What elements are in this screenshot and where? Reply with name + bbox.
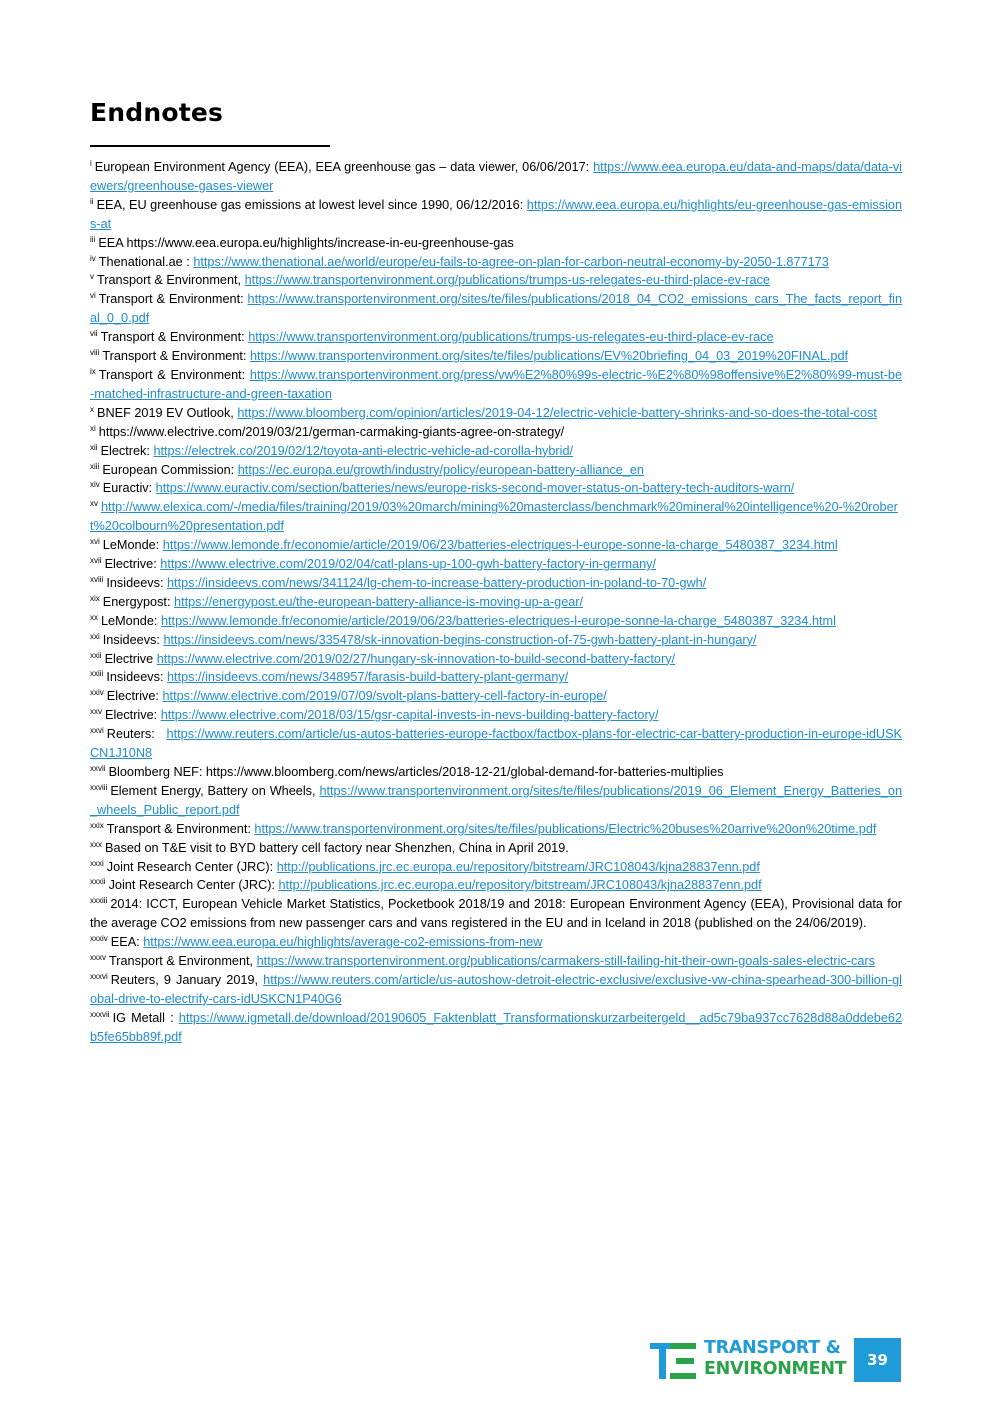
page-title: Endnotes [90, 98, 224, 127]
endnote-item [90, 271, 902, 290]
endnote-link[interactable]: https://www.reuters.com/article/us-autos-batteries-europe-factbox/factbox-plans-for-electric-car-battery-production-in-europe-idUSKCN1J10N8 [90, 727, 902, 761]
endnote-link[interactable]: https://insideevs.com/news/348957/farasis-build-battery-plant-germany/ [167, 670, 569, 685]
endnote-item [90, 196, 902, 234]
endnote-text: Joint Research Center (JRC): [108, 878, 279, 893]
endnote-text: European Commission: [102, 462, 238, 477]
endnote-item [90, 971, 902, 1009]
endnote-marker: xiv [90, 480, 100, 490]
endnote-text: Transport & Environment: [102, 349, 250, 364]
endnote-item [90, 404, 902, 423]
endnote-link[interactable]: https://www.electrive.com/2019/02/27/hungary-sk-innovation-to-build-second-battery-factory/ [156, 651, 676, 666]
endnote-marker: xvii [90, 556, 102, 566]
endnote-text: Electrive: [106, 689, 163, 704]
endnote-item [90, 876, 902, 895]
endnote-link[interactable]: https://www.igmetall.de/download/20190605_Faktenblatt_Transformationskurzarbeitergeld__ad5c79ba937cc7628d88a0ddebe62b5fe65bb89f.pdf [90, 1010, 902, 1044]
endnote-item [90, 555, 902, 574]
endnote-item [90, 423, 902, 442]
endnote-marker: xxi [90, 631, 100, 641]
endnote-text: Transport & Environment: [100, 330, 249, 345]
endnote-item [90, 612, 902, 631]
endnote-item [90, 725, 902, 763]
endnote-text: IG Metall : [112, 1010, 179, 1025]
endnote-marker: xxxv [90, 953, 106, 963]
endnote-link[interactable]: https://www.euractiv.com/section/batteries/news/europe-risks-second-mover-status-on-battery-tech-auditors-warn/ [155, 481, 795, 496]
endnote-link[interactable]: https://www.bloomberg.com/opinion/articles/2019-04-12/electric-vehicle-battery-shrinks-and-so-does-the-total-cost [237, 405, 877, 420]
endnote-marker: i [90, 159, 92, 168]
endnote-marker: xxii [90, 650, 102, 660]
endnote-item [90, 442, 902, 461]
endnote-marker: vi [90, 291, 96, 301]
endnote-link[interactable]: https://www.reuters.com/article/us-autoshow-detroit-electric-exclusive/exclusive-vw-china-spearhead-300-billion-global-drive-to-electrify-cars-idUSKCN1P40G6 [90, 972, 902, 1006]
endnote-marker: xxx [90, 839, 102, 849]
endnote-item [90, 347, 902, 366]
endnote-link[interactable]: https://www.lemonde.fr/economie/article/2019/06/23/batteries-electriques-l-europe-sonne-la-charge_5480387_3234.html [160, 613, 836, 628]
endnote-marker: xxxiii [90, 896, 108, 906]
endnote-link[interactable]: https://www.transportenvironment.org/sites/te/files/publications/2018_04_CO2_emissions_cars_The_facts_report_final_0_0.pdf [90, 292, 902, 326]
endnote-text: Euractiv: [102, 481, 156, 496]
endnotes-list [90, 158, 902, 1047]
endnote-link[interactable]: https://www.lemonde.fr/economie/article/2019/06/23/batteries-electriques-l-europe-sonne-la-charge_5480387_3234.html [162, 538, 838, 553]
endnote-link[interactable]: https://ec.europa.eu/growth/industry/policy/european-battery-alliance_en [237, 462, 644, 477]
endnote-item [90, 933, 902, 952]
endnote-link[interactable]: https://www.electrive.com/2019/02/04/catl-plans-up-100-gwh-battery-factory-in-germany/ [160, 557, 657, 572]
endnote-marker: vii [90, 329, 98, 339]
endnote-link[interactable]: https://www.electrive.com/2019/07/09/svolt-plans-battery-cell-factory-in-europe/ [162, 689, 607, 704]
endnote-link[interactable]: https://www.transportenvironment.org/press/vw%E2%80%99s-electric-%E2%80%98offensive%E2%80%99-must-be-matched-infrastructure-and-green-taxation [90, 367, 902, 401]
endnote-link[interactable]: https://www.transportenvironment.org/sites/te/files/publications/EV%20briefing_04_03_2019%20FINAL.pdf [249, 349, 849, 364]
endnote-marker: iii [90, 234, 96, 244]
endnote-item [90, 839, 902, 858]
endnote-text: LeMonde: [102, 538, 163, 553]
endnote-marker: iv [90, 253, 96, 263]
endnote-item [90, 234, 902, 253]
endnote-text: Transport & Environment, [97, 273, 245, 288]
endnote-text: Electrive: [104, 557, 161, 572]
endnote-link[interactable]: http://publications.jrc.ec.europa.eu/repository/bitstream/JRC108043/kjna28837enn.pdf [278, 878, 762, 893]
endnote-text: LeMonde: [101, 613, 161, 628]
endnote-marker: xxv [90, 707, 102, 717]
endnote-item [90, 706, 902, 725]
endnote-link[interactable]: https://insideevs.com/news/335478/sk-innovation-begins-construction-of-75-gwh-battery-plant-in-hungary/ [163, 632, 757, 647]
logo-text-environment: ENVIRONMENT [704, 1359, 847, 1379]
endnote-text: Electrive: [105, 708, 161, 723]
page-number: 39 [854, 1338, 901, 1382]
endnote-item [90, 687, 902, 706]
endnote-link[interactable]: https://www.transportenvironment.org/sites/te/files/publications/Electric%20buses%20arrive%20on%20time.pdf [254, 821, 877, 836]
endnote-text: https://www.electrive.com/2019/03/21/german-carmaking-giants-agree-on-strategy/ [98, 424, 565, 439]
endnote-link[interactable]: https://www.transportenvironment.org/publications/trumps-us-relegates-eu-third-place-ev-race [244, 273, 770, 288]
endnote-marker: v [90, 272, 94, 282]
endnote-item [90, 536, 902, 555]
endnote-item [90, 498, 902, 536]
endnote-marker: xxiv [90, 688, 104, 698]
endnote-marker: xx [90, 612, 98, 622]
endnote-marker: xix [90, 593, 100, 603]
endnote-item [90, 158, 902, 196]
endnote-item [90, 895, 902, 933]
endnote-text: Transport & Environment: [98, 292, 248, 307]
endnote-item [90, 650, 902, 669]
endnote-marker: xi [90, 423, 96, 433]
endnote-item [90, 858, 902, 877]
endnote-text: Electrek: [100, 443, 154, 458]
endnote-link[interactable]: https://www.eea.europa.eu/data-and-maps/data/data-viewers/greenhouse-gases-viewer [90, 160, 902, 193]
endnote-item [90, 479, 902, 498]
endnote-item [90, 820, 902, 839]
endnote-marker: xxxi [90, 858, 104, 868]
endnote-text: Based on T&E visit to BYD battery cell factory near Shenzhen, China in April 2019. [105, 840, 569, 855]
endnote-text: European Environment Agency (EEA), EEA greenhouse gas – data viewer, 06/06/2017: [94, 160, 594, 174]
endnote-text: Joint Research Center (JRC): [106, 859, 277, 874]
endnote-text: Energypost: [102, 594, 175, 609]
endnote-item [90, 461, 902, 480]
endnote-marker: xxiii [90, 669, 104, 679]
endnote-link[interactable]: https://www.eea.europa.eu/highlights/average-co2-emissions-from-new [143, 935, 543, 950]
endnote-item [90, 782, 902, 820]
endnote-marker: xxviii [90, 782, 108, 792]
endnote-link[interactable]: https://www.thenational.ae/world/europe/eu-fails-to-agree-on-plan-for-carbon-neutral-economy-by-2050-1.877173 [193, 254, 829, 269]
endnote-item [90, 328, 902, 347]
endnote-marker: xxxvi [90, 971, 108, 981]
endnote-marker: xii [90, 442, 98, 452]
endnote-text: Transport & Environment: [106, 821, 255, 836]
endnote-link[interactable]: https://www.transportenvironment.org/publications/trumps-us-relegates-eu-third-place-ev-race [248, 330, 774, 345]
endnote-text: Reuters, 9 January 2019, [110, 972, 264, 987]
endnote-marker: xxvi [90, 726, 104, 736]
endnote-text: Reuters: [106, 727, 167, 742]
endnote-text: Thenational.ae : [98, 254, 194, 269]
endnote-marker: xxix [90, 820, 104, 830]
endnote-marker: xv [90, 499, 98, 509]
endnote-link[interactable]: http://publications.jrc.ec.europa.eu/repository/bitstream/JRC108043/kjna28837enn.pdf [276, 859, 760, 874]
endnote-item [90, 593, 902, 612]
endnote-link[interactable]: https://energypost.eu/the-european-battery-alliance-is-moving-up-a-gear/ [174, 594, 584, 609]
endnote-marker: xiii [90, 461, 100, 471]
endnote-marker: xviii [90, 574, 104, 584]
endnote-link[interactable]: https://insideevs.com/news/341124/lg-chem-to-increase-battery-production-in-poland-to-70-gwh/ [167, 575, 707, 590]
endnote-marker: xxxiv [90, 934, 108, 944]
endnote-item [90, 631, 902, 650]
endnote-text: EEA, EU greenhouse gas emissions at lowest level since 1990, 06/12/2016: [96, 197, 527, 212]
endnote-text: Transport & Environment, [109, 954, 257, 969]
endnote-text: Insideevs: [102, 632, 164, 647]
endnote-text: Electrive [104, 651, 157, 666]
endnote-marker: x [90, 404, 94, 414]
endnote-marker: xxvii [90, 764, 106, 773]
endnote-text: EEA: [110, 935, 144, 950]
endnote-text: Transport & Environment: [98, 367, 250, 382]
endnote-marker: xxxvii [90, 1009, 110, 1019]
endnote-item [90, 574, 902, 593]
endnote-item [90, 668, 902, 687]
endnote-item [90, 763, 902, 782]
endnote-text: 2014: ICCT, European Vehicle Market Statistics, Pocketbook 2018/19 and 2018: European Environment Agency (EEA), Provisional data for the average CO2 emissions from new passenger cars and vans registered in the EU and in Iceland in 2018 (published on the 24/06/2019). [90, 897, 902, 931]
endnote-marker: ix [90, 366, 96, 376]
endnote-marker: xxxii [90, 877, 106, 887]
heading-divider [90, 145, 330, 147]
transport-environment-logo [650, 1338, 846, 1382]
endnote-item [90, 290, 902, 328]
endnote-marker: xvi [90, 537, 100, 547]
endnote-text: Bloomberg NEF: https://www.bloomberg.com/news/articles/2018-12-21/global-demand-for-batteries-multiplies [108, 765, 724, 779]
endnote-text: Insideevs: [106, 670, 167, 685]
endnote-link[interactable]: https://www.transportenvironment.org/publications/carmakers-still-failing-hit-their-own-goals-sales-electric-cars [256, 954, 876, 969]
endnote-text: EEA https://www.eea.europa.eu/highlights/increase-in-eu-greenhouse-gas [98, 235, 514, 250]
endnote-text: Insideevs: [106, 575, 167, 590]
endnote-item [90, 1009, 902, 1047]
endnote-marker: ii [90, 196, 94, 206]
endnote-link[interactable]: https://www.electrive.com/2018/03/15/gsr-capital-invests-in-nevs-building-battery-factory/ [160, 708, 659, 723]
endnote-item [90, 253, 902, 272]
endnote-link[interactable]: https://www.transportenvironment.org/sites/te/files/publications/2019_06_Element_Energy_Batteries_on_wheels_Public_report.pdf [90, 783, 902, 817]
endnote-link[interactable]: https://electrek.co/2019/02/12/toyota-anti-electric-vehicle-ad-corolla-hybrid/ [153, 443, 574, 458]
endnote-item [90, 952, 902, 971]
endnote-item [90, 366, 902, 404]
endnote-text: BNEF 2019 EV Outlook, [97, 405, 238, 420]
te-logo-icon [650, 1340, 700, 1384]
endnote-link[interactable]: https://www.eea.europa.eu/highlights/eu-greenhouse-gas-emissions-at [90, 197, 903, 231]
endnote-text: Element Energy, Battery on Wheels, [110, 783, 320, 798]
logo-text-transport: TRANSPORT & [704, 1338, 841, 1358]
endnote-marker: viii [90, 348, 100, 358]
endnote-link[interactable]: http://www.elexica.com/-/media/files/training/2019/03%20march/mining%20masterclass/benchmark%20mineral%20intelligence%20-%20robert%20colbourn%20presentation.pdf [90, 500, 898, 534]
